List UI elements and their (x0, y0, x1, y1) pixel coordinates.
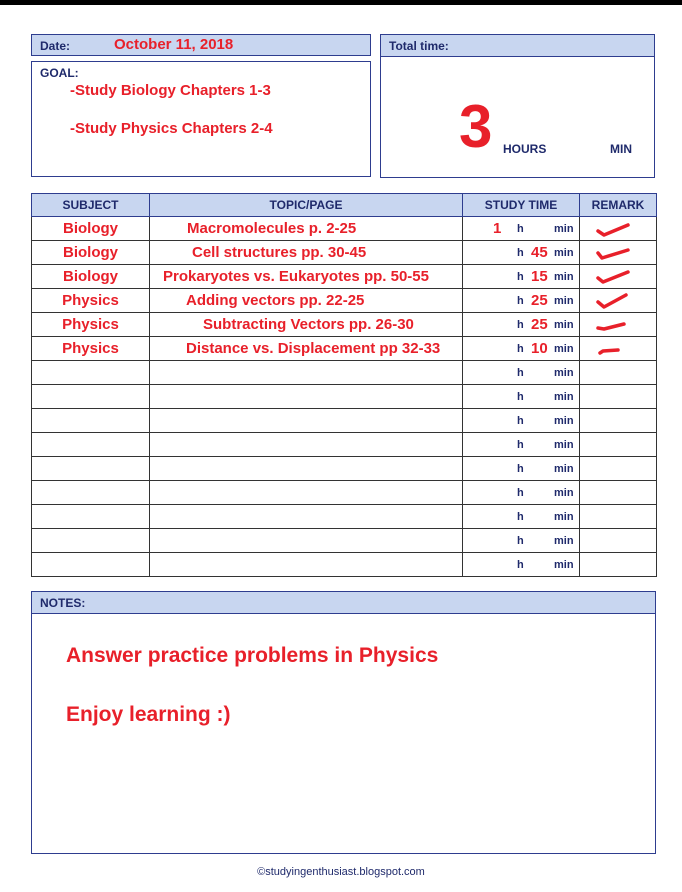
study-time-cell (463, 265, 580, 289)
subject-cell (32, 241, 150, 265)
table-row (32, 265, 657, 289)
empty-cell (150, 433, 463, 457)
hours-unit-label: h (517, 439, 524, 451)
table-row (32, 241, 657, 265)
hours-unit-label: h (517, 343, 524, 355)
remark-cell (580, 313, 657, 337)
notes-box (31, 591, 656, 854)
total-hours-value: 3 (459, 93, 493, 160)
hours-unit-label: h (517, 535, 524, 547)
subject-text: Biology (63, 220, 118, 237)
topic-cell (150, 217, 463, 241)
minutes-unit-label: min (554, 247, 574, 259)
minutes-value: 15 (531, 268, 548, 285)
study-time-cell (463, 337, 580, 361)
table-row (32, 289, 657, 313)
total-time-box (380, 34, 655, 178)
hours-unit-label: h (517, 559, 524, 571)
hours-unit-label: h (517, 319, 524, 331)
empty-cell (150, 385, 463, 409)
minutes-unit-label: min (554, 367, 574, 379)
checkmark-icon (594, 291, 634, 311)
minutes-value: 10 (531, 340, 548, 357)
goal-label: GOAL: (40, 66, 79, 80)
empty-cell (463, 505, 580, 529)
hours-unit-label: h (517, 271, 524, 283)
empty-cell (580, 457, 657, 481)
empty-cell (580, 433, 657, 457)
empty-cell (463, 361, 580, 385)
checkmark-icon (594, 267, 634, 287)
empty-cell (32, 553, 150, 577)
hours-unit-label: h (517, 487, 524, 499)
empty-cell (463, 385, 580, 409)
empty-table-row (32, 361, 657, 385)
goal-item: -Study Physics Chapters 2-4 (70, 120, 273, 137)
empty-cell (32, 481, 150, 505)
empty-table-row (32, 529, 657, 553)
empty-cell (32, 361, 150, 385)
hours-unit-label: h (517, 415, 524, 427)
remark-cell (580, 289, 657, 313)
notes-label: NOTES: (40, 596, 86, 610)
subject-cell (32, 337, 150, 361)
empty-cell (580, 481, 657, 505)
subject-cell (32, 217, 150, 241)
hours-unit-label: h (517, 295, 524, 307)
minutes-value: 25 (531, 292, 548, 309)
checkmark-icon (594, 315, 634, 335)
minutes-unit-label: min (554, 511, 574, 523)
minutes-unit-label: min (554, 223, 574, 235)
minutes-value: 45 (531, 244, 548, 261)
min-label: MIN (610, 142, 632, 156)
empty-table-row (32, 409, 657, 433)
subject-cell (32, 313, 150, 337)
goal-box (31, 61, 371, 177)
empty-cell (32, 457, 150, 481)
empty-cell (32, 409, 150, 433)
topic-cell (150, 289, 463, 313)
subject-cell (32, 265, 150, 289)
study-time-cell (463, 313, 580, 337)
minutes-unit-label: min (554, 343, 574, 355)
topic-text: Distance vs. Displacement pp 32-33 (186, 340, 441, 357)
topic-text: Prokaryotes vs. Eukaryotes pp. 50-55 (163, 268, 429, 285)
note-line: Answer practice problems in Physics (66, 644, 439, 667)
empty-cell (32, 505, 150, 529)
goal-item: -Study Biology Chapters 1-3 (70, 82, 271, 99)
topic-cell (150, 337, 463, 361)
topic-text: Cell structures pp. 30-45 (192, 244, 367, 261)
minutes-unit-label: min (554, 271, 574, 283)
checkmark-icon (594, 243, 634, 263)
checkmark-icon (594, 339, 634, 359)
minutes-unit-label: min (554, 295, 574, 307)
table-row (32, 337, 657, 361)
subject-text: Physics (62, 292, 119, 309)
empty-table-row (32, 433, 657, 457)
remark-cell (580, 265, 657, 289)
empty-cell (150, 481, 463, 505)
empty-cell (32, 433, 150, 457)
topic-text: Subtracting Vectors pp. 26-30 (203, 316, 414, 333)
date-label: Date: (40, 39, 71, 53)
empty-cell (150, 457, 463, 481)
empty-cell (150, 409, 463, 433)
topic-cell (150, 265, 463, 289)
subject-text: Physics (62, 340, 119, 357)
topic-cell (150, 241, 463, 265)
hours-unit-label: h (517, 367, 524, 379)
subject-text: Biology (63, 244, 118, 261)
table-header-row (32, 194, 657, 217)
topic-cell (150, 313, 463, 337)
minutes-value: 25 (531, 316, 548, 333)
empty-cell (580, 361, 657, 385)
empty-table-row (32, 385, 657, 409)
subject-cell (32, 289, 150, 313)
subject-text: Physics (62, 316, 119, 333)
note-line: Enjoy learning :) (66, 703, 231, 726)
empty-cell (150, 553, 463, 577)
hours-value: 1 (493, 220, 502, 237)
empty-cell (463, 409, 580, 433)
checkmark-icon (594, 219, 634, 239)
empty-cell (150, 361, 463, 385)
footer-credit: ©studyingenthusiast.blogspot.com (257, 866, 425, 878)
hours-unit-label: h (517, 511, 524, 523)
minutes-unit-label: min (554, 391, 574, 403)
study-time-cell (463, 241, 580, 265)
remark-cell (580, 241, 657, 265)
hours-unit-label: h (517, 391, 524, 403)
notes-header (32, 592, 655, 614)
empty-cell (580, 505, 657, 529)
study-time-cell (463, 217, 580, 241)
table-row (32, 313, 657, 337)
empty-cell (463, 553, 580, 577)
col-subject: SUBJECT (32, 194, 150, 217)
empty-cell (150, 529, 463, 553)
empty-cell (580, 553, 657, 577)
top-black-bar (0, 0, 682, 5)
table-row (32, 217, 657, 241)
col-topic: TOPIC/PAGE (150, 194, 463, 217)
empty-table-row (32, 457, 657, 481)
topic-text: Macromolecules p. 2-25 (187, 220, 357, 237)
empty-cell (32, 529, 150, 553)
empty-cell (580, 409, 657, 433)
empty-table-row (32, 481, 657, 505)
col-remark: REMARK (580, 194, 657, 217)
hours-unit-label: h (517, 463, 524, 475)
remark-cell (580, 217, 657, 241)
hours-unit-label: h (517, 247, 524, 259)
empty-cell (580, 529, 657, 553)
study-time-cell (463, 289, 580, 313)
empty-cell (580, 385, 657, 409)
empty-cell (463, 481, 580, 505)
minutes-unit-label: min (554, 559, 574, 571)
date-box (31, 34, 371, 56)
minutes-unit-label: min (554, 463, 574, 475)
date-value: October 11, 2018 (114, 36, 234, 53)
total-time-label: Total time: (389, 39, 449, 53)
empty-cell (463, 529, 580, 553)
hours-unit-label: h (517, 223, 524, 235)
hours-label: HOURS (503, 142, 547, 156)
subject-text: Biology (63, 268, 118, 285)
remark-cell (580, 337, 657, 361)
empty-cell (463, 457, 580, 481)
col-study-time: STUDY TIME (463, 194, 580, 217)
minutes-unit-label: min (554, 535, 574, 547)
minutes-unit-label: min (554, 319, 574, 331)
minutes-unit-label: min (554, 487, 574, 499)
empty-cell (463, 433, 580, 457)
empty-table-row (32, 505, 657, 529)
empty-cell (150, 505, 463, 529)
empty-cell (32, 385, 150, 409)
minutes-unit-label: min (554, 439, 574, 451)
topic-text: Adding vectors pp. 22-25 (186, 292, 365, 309)
minutes-unit-label: min (554, 415, 574, 427)
empty-table-row (32, 553, 657, 577)
total-time-header (381, 35, 654, 57)
study-log-table (31, 193, 657, 577)
